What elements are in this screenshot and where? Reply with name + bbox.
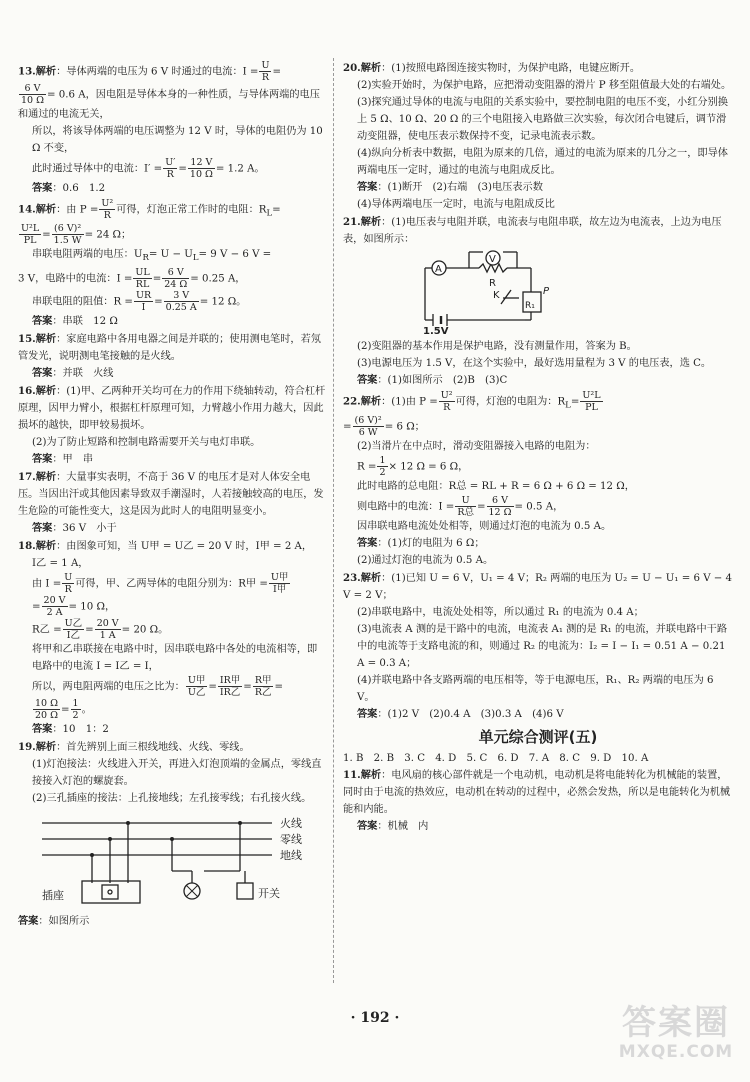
question-18: 18.解析：由图象可知，当 U甲 = U乙 = 20 V 时，I甲 = 2 A， I乙 = 1 A， 由 I = $\frac{U}{R}$ 可得，甲、乙两导体的电阻分别为：R甲 = $\frac{\text{U甲}}{\text{I甲}}$ = $\frac{20 V}{2 A}$ = 10 Ω， R乙 = $\frac{\text{U乙}}{\text{I乙}}$ = $\frac{20 V}{1 A}$ = 20 Ω。 将甲和乙串联接在电路中时，因串联电路中各处的电流相等，即电路中的电流 I = I乙 = I， 所以，两电阻两端的电压之比为： $\frac{\text{U甲}}{\text{U乙}}$ = $\frac{\text{IR甲}}{\text{IR乙}}$ = $\frac{\text{R甲}}{\text{R乙}}$ = $\frac{10 \Omega}{20 \Omega}$ = $\frac{1}{2}$ 。 答案：10 1：2 bbox=[18, 538, 326, 738]
answer-text: ：串联 12 Ω bbox=[52, 315, 118, 327]
q13-text: = 0.6 A，因电阻是导体本身的一种性质，与导体两端的电压和通过的电流无关， bbox=[18, 89, 320, 120]
question-13: 13.解析：导体两端的电压为 6 V 时通过的电流：I = $\frac{U}{R}$ = $\frac{6 V}{10 \Omega}$ = 0.6 A，因电阻是导体本身的一种性质，与导体两端的电压和通过的电流无关， 所以，将该导体两端的电压调整为 12 V 时，导体的电阻仍为 10 Ω 不变， 此时通过导体中的电流：I′ = $\frac{U'}{R}$ = $\frac{12 V}{10 \Omega}$ = 1.2 A。 答案：0.6 1.2 bbox=[18, 60, 326, 197]
question-23 bbox=[343, 570, 733, 723]
fraction: $\frac{UR}{I}$ bbox=[135, 289, 152, 313]
answer-text: ：甲 串 bbox=[52, 453, 94, 465]
fraction: $\frac{1}{2}$ bbox=[379, 454, 386, 478]
switch-label: 开关 bbox=[258, 886, 280, 900]
q19-text: ：首先辨别上面三根线地线、火线、零线。 bbox=[56, 741, 250, 753]
q21-text: (3)电源电压为 1.5 V，在这个实验中，最好选用量程为 3 V 的电压表，选 C。 bbox=[357, 358, 712, 369]
fraction: $\frac{6 V}{10 \Omega}$ bbox=[21, 83, 44, 106]
svg-text:P: P bbox=[543, 286, 550, 297]
fraction: $\frac{\text{U²L}}{PL}$ bbox=[582, 390, 601, 413]
q18-text: 将甲和乙串联接在电路中时，因串联电路中各处的电流相等，即电路中的电流 I = I乙 = I， bbox=[32, 643, 318, 672]
analysis-label: 解析 bbox=[35, 384, 57, 397]
answer-label: 答案 bbox=[32, 521, 53, 534]
fraction: $\frac{\text{U²L}}{PL}$ bbox=[21, 222, 40, 246]
analysis-label: 解析 bbox=[360, 62, 382, 74]
analysis-label: 解析 bbox=[360, 216, 382, 228]
fraction: $\frac{10 \Omega}{20 \Omega}$ bbox=[35, 697, 58, 721]
fraction: $\frac{3 V}{0.25 A}$ bbox=[165, 289, 197, 313]
answer-text: ：(1)断开 (2)右端 (3)电压表示数 bbox=[377, 182, 543, 193]
analysis-label: 解析 bbox=[35, 740, 57, 753]
live-wire-label: 火线 bbox=[280, 816, 302, 830]
fraction: $\frac{UL}{RL}$ bbox=[135, 266, 150, 290]
question-19 bbox=[18, 739, 326, 930]
right-column bbox=[343, 60, 733, 836]
analysis-label: 解析 bbox=[35, 203, 57, 216]
answer-text: ：0.6 1.2 bbox=[52, 183, 106, 194]
answer-text: (2)通过灯泡的电流为 0.5 A。 bbox=[357, 554, 494, 566]
question-21 bbox=[343, 214, 733, 389]
question-20 bbox=[343, 60, 733, 213]
q19-text: (1)灯泡接法：火线进入开关，再进入灯泡顶端的金属点，零线直接接入灯泡的螺旋套。 bbox=[32, 758, 322, 787]
fraction: $\frac{6 V}{12 \Omega}$ bbox=[488, 494, 512, 518]
svg-text:A: A bbox=[435, 264, 442, 275]
fraction: $\frac{12 V}{10 \Omega}$ bbox=[189, 157, 213, 180]
q14-text: 串联电阻两端的电压：U bbox=[32, 248, 143, 260]
q14-text: ：由 P = bbox=[56, 204, 99, 216]
q20-text: (2)实验开始时，为保护电路，应把滑动变阻器的滑片 P 移至阻值最大处的右端处。 bbox=[357, 80, 732, 91]
question-number: 23. bbox=[343, 571, 361, 584]
ground-wire-label: 地线 bbox=[280, 848, 302, 862]
question-22: 22.解析：(1)由 P = $\frac{\text{U²}}{R}$ 可得，灯泡的电阻为：$R_L=$ $\frac{\text{U²L}}{PL}$ = $\frac{\text{(6 V)²}}{6 W}$ = 6 Ω； (2)当滑片在中点时，滑动变阻器接入电路的电阻为： R = $\frac{1}{2}$ × 12 Ω = 6 Ω， 此时电路的总电阻：R总 = RL + R = 6 Ω + 6 Ω = 12 Ω， 则电路中的电流：I = $\frac{U}{\text{R总}}$ = $\frac{6 V}{12 \Omega}$ = 0.5 A， 因串联电路电流处处相等，则通过灯泡的电流为 0.5 A。 答案：(1)灯的电阻为 6 Ω； (2)通过灯泡的电流为 0.5 A。 bbox=[343, 390, 733, 569]
q17-text: ：大量事实表明，不高于 36 V 的电压才是对人体安全电压。当因出汗或其他因素导致双手潮湿时，人若接触较高的电压，发生危险的可能性变大，这是因为此时人的电阻明显变小。 bbox=[18, 471, 324, 517]
neutral-wire-label: 零线 bbox=[280, 832, 302, 846]
circuit-diagram bbox=[413, 250, 613, 336]
q23-text: ：(1)已知 U = 6 V，U₁ = 4 V；R₂ 两端的电压为 U₂ = U − U₁ = 6 V − 4 V = 2 V； bbox=[343, 572, 733, 601]
page-number: · 192 · bbox=[350, 1010, 400, 1026]
fraction: $\frac{\text{R甲}}{\text{R乙}}$ bbox=[254, 674, 272, 698]
answer-text: ：并联 火线 bbox=[52, 367, 114, 379]
q22-text: 因串联电路电流处处相等，则通过灯泡的电流为 0.5 A。 bbox=[357, 520, 612, 532]
fraction: $\frac{\text{(6 V)²}}{6 W}$ bbox=[354, 414, 382, 438]
q16-text: (2)为了防止短路和控制电路需要开关与电灯串联。 bbox=[32, 436, 261, 448]
question-number: 21. bbox=[343, 216, 361, 228]
q19-text: (2)三孔插座的接法：上孔接地线；左孔接零线；右孔接火线。 bbox=[32, 792, 312, 804]
fraction: $\frac{1}{2}$ bbox=[72, 697, 79, 721]
question-16 bbox=[18, 383, 326, 468]
q13-text: 此时通过导体中的电流：I′ = bbox=[32, 163, 163, 175]
fraction: $\frac{U}{\text{R总}}$ bbox=[457, 494, 474, 518]
question-number: 20. bbox=[343, 62, 361, 74]
answer-label: 答案 bbox=[32, 314, 53, 327]
fraction: $\frac{6 V}{24 \Omega}$ bbox=[164, 266, 188, 290]
q14-text: 串联电阻的阻值：R = bbox=[32, 296, 133, 308]
column-divider bbox=[333, 58, 334, 983]
fraction: $\frac{20 V}{2 A}$ bbox=[43, 594, 66, 618]
answer-text: ：(1)灯的电阻为 6 Ω； bbox=[377, 537, 485, 549]
question-15 bbox=[18, 331, 326, 382]
q18-text: ：由图象可知，当 U甲 = U乙 = 20 V 时，I甲 = 2 A， bbox=[56, 540, 313, 552]
question-number: 17. bbox=[18, 470, 36, 483]
svg-text:R₁: R₁ bbox=[525, 301, 535, 311]
watermark-logo: 答案圈 MXQE.COM bbox=[618, 1003, 734, 1062]
fraction: $\frac{\text{U²}}{R}$ bbox=[440, 390, 453, 413]
answer-label: 答案 bbox=[32, 722, 53, 735]
answer-label: 答案 bbox=[357, 374, 378, 386]
q14-text: 3 V，电路中的电流：I = bbox=[18, 273, 133, 285]
question-number: 22. bbox=[343, 395, 361, 408]
svg-text:K: K bbox=[493, 290, 500, 301]
answer-label: 答案 bbox=[32, 366, 53, 379]
svg-text:1.5V: 1.5V bbox=[423, 326, 449, 336]
multiple-choice-answers: 1. B 2. B 3. C 4. D 5. C 6. D 7. A 8. C 9. D 10. A bbox=[343, 752, 649, 764]
answer-text: ：36 V 小于 bbox=[52, 522, 117, 534]
q23-text: (3)电流表 A 测的是干路中的电流，电流表 A₁ 测的是 R₁ 的电流，并联电路中干路中的电流等于支路电流的和，则通过 R₂ 的电流为：I₂ = I − I₁ = 0.51 A − 0.21 A = 0.3 A； bbox=[357, 623, 728, 669]
answer-text: ：(1)2 V (2)0.4 A (3)0.3 A (4)6 V bbox=[377, 708, 564, 720]
q20-text: ：(1)按照电路图连接实物时，为保护电路，电键应断开。 bbox=[381, 63, 641, 74]
socket-label: 插座 bbox=[42, 888, 64, 902]
section-title: 单元综合测评(五) bbox=[478, 727, 598, 746]
fraction: $\frac{U'}{R}$ bbox=[165, 157, 176, 180]
fraction: $\frac{\text{U乙}}{\text{I乙}}$ bbox=[64, 617, 83, 641]
fraction: $\frac{\text{U²}}{R}$ bbox=[101, 198, 114, 221]
question-number: 16. bbox=[18, 384, 36, 397]
svg-text:R: R bbox=[489, 278, 496, 289]
analysis-label: 解析 bbox=[35, 332, 57, 345]
analysis-label: 解析 bbox=[35, 65, 57, 78]
fraction: $\frac{\text{IR甲}}{\text{IR乙}}$ bbox=[219, 674, 241, 698]
left-column bbox=[18, 60, 326, 931]
q11-text: ：电风扇的核心部件就是一个电动机，电动机是将电能转化为机械能的装置，同时由于电流的热效应，电动机在转动的过程中，必然会发热，所以是电能转化为机械能和内能。 bbox=[343, 769, 731, 815]
q20-text: (3)探究通过导体的电流与电阻的关系实验中，要控制电阻的电压不变，小红分别换上 5 Ω、10 Ω、20 Ω 的三个电阻接入电路做三次实验，每次闭合电键后，调节滑动变阻器，使电压表示数保持不变，记录电流表示数。 bbox=[357, 97, 728, 142]
question-11 bbox=[343, 767, 733, 835]
question-number: 11. bbox=[343, 768, 361, 781]
q20-text: (4)纵向分析表中数据，电阻为原来的几倍，通过的电流为原来的几分之一，即导体两端电压一定时，通过的电流与电阻成反比。 bbox=[357, 148, 728, 176]
wiring-diagram bbox=[32, 811, 332, 911]
q21-text: (2)变阻器的基本作用是保护电路，没有测量作用，答案为 B。 bbox=[357, 341, 637, 352]
answer-label: 答案 bbox=[32, 452, 53, 465]
analysis-label: 解析 bbox=[35, 470, 57, 483]
analysis-label: 解析 bbox=[360, 571, 382, 584]
q22-text: (2)当滑片在中点时，滑动变阻器接入电路的电阻为： bbox=[357, 440, 596, 452]
fraction: $\frac{\text{U甲}}{\text{U乙}}$ bbox=[187, 674, 206, 698]
answer-text: ：(1)如图所示 (2)B (3)C bbox=[377, 375, 508, 386]
fraction: $\frac{20 V}{1 A}$ bbox=[96, 617, 119, 641]
question-number: 14. bbox=[18, 203, 36, 216]
answer-label: 答案 bbox=[357, 181, 378, 193]
answer-text: ：10 1：2 bbox=[52, 723, 109, 735]
fraction: $\frac{U}{R}$ bbox=[64, 571, 73, 595]
fraction: $\frac{\text{U甲}}{\text{I甲}}$ bbox=[270, 571, 289, 595]
q21-text: ：(1)电压表与电阻并联，电流表与电阻串联，故左边为电流表，上边为电压表，如图所示： bbox=[343, 217, 722, 245]
q16-text: ：(1)甲、乙两种开关均可在力的作用下绕轴转动，符合杠杆原理，因甲力臂小，根据杠杆原理可知，力臂越小作用力越大，因此损坏的越快，即甲较易损坏。 bbox=[18, 385, 326, 431]
answer-label: 答案 bbox=[32, 182, 53, 194]
answer-label: 答案 bbox=[357, 536, 378, 549]
question-number: 18. bbox=[18, 539, 36, 552]
question-number: 15. bbox=[18, 332, 36, 345]
q23-text: (2)串联电路中，电流处处相等，所以通过 R₁ 的电流为 0.4 A； bbox=[357, 606, 644, 618]
q22-text: 此时电路的总电阻：R总 = RL + R = 6 Ω + 6 Ω = 12 Ω， bbox=[357, 480, 635, 492]
q15-text: ：家庭电路中各用电器之间是并联的；使用测电笔时，若氖管发光，说明测电笔接触的是火线。 bbox=[18, 333, 321, 362]
q23-text: (4)并联电路中各支路两端的电压相等，等于电源电压，R₁、R₂ 两端的电压为 6 V。 bbox=[357, 674, 714, 703]
answer-text: ：机械 内 bbox=[377, 820, 429, 832]
answer-label: 答案 bbox=[18, 914, 39, 927]
analysis-label: 解析 bbox=[360, 768, 382, 781]
analysis-label: 解析 bbox=[35, 539, 57, 552]
question-14: 14.解析：由 P = $\frac{\text{U²}}{R}$ 可得，灯泡正常工作时的电阻：$R_L=$ $\frac{\text{U²L}}{PL}$ = $\frac{\text{(6 V)²}}{1.5 W}$ = 24 Ω； 串联电阻两端的电压：$U_R= U - U_L= 9$ V − 6 V = 3 V，电路中的电流：I = $\frac{UL}{RL}$ = $\frac{6 V}{24 \Omega}$ = 0.25 A， 串联电阻的阻值：R = $\frac{UR}{I}$ = $\frac{3 V}{0.25 A}$ = 12 Ω。 答案：串联 12 Ω bbox=[18, 198, 281, 327]
answer-label: 答案 bbox=[357, 819, 378, 832]
q13-text: ：导体两端的电压为 6 V 时通过的电流：I = bbox=[56, 66, 259, 78]
svg-text:V: V bbox=[489, 254, 496, 265]
q13-text: 所以，将该导体两端的电压调整为 12 V 时，导体的电阻仍为 10 Ω 不变， bbox=[32, 126, 323, 154]
answer-label: 答案 bbox=[357, 707, 378, 720]
analysis-label: 解析 bbox=[360, 395, 382, 408]
answer-text: ：如图所示 bbox=[38, 915, 90, 927]
question-17 bbox=[18, 469, 326, 537]
question-number: 13. bbox=[18, 65, 36, 78]
fraction: $\frac{\text{(6 V)²}}{1.5 W}$ bbox=[53, 222, 82, 246]
q18-text: I乙 = 1 A， bbox=[32, 557, 89, 569]
answer-text: (4)导体两端电压一定时，电流与电阻成反比 bbox=[357, 199, 555, 210]
question-number: 19. bbox=[18, 740, 36, 753]
fraction: $\frac{U}{R}$ bbox=[261, 60, 270, 83]
